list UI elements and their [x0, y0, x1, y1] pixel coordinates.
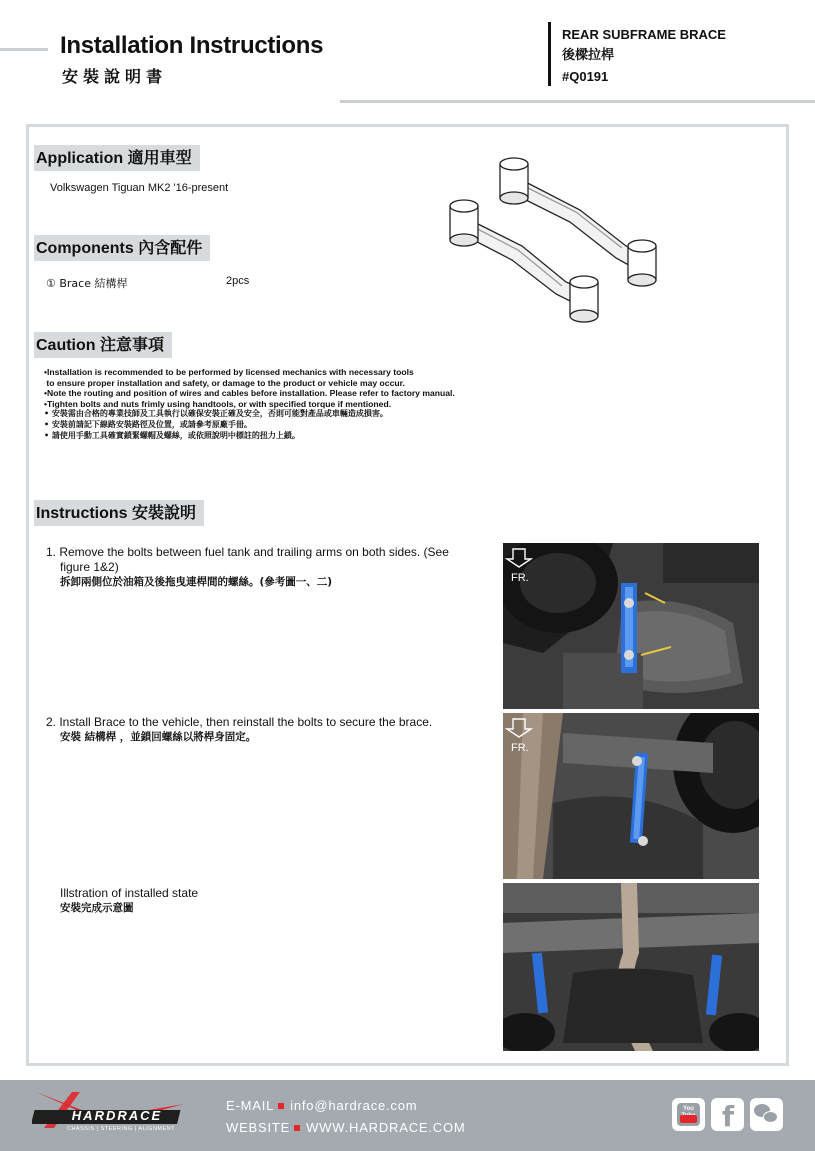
product-info — [562, 24, 726, 87]
caution-line: • 安裝前請記下線路安裝路徑及位置，或請參考原廠手冊。 — [44, 419, 252, 429]
email-label: E-MAIL — [226, 1098, 275, 1113]
application-heading — [34, 145, 200, 171]
step-1 — [46, 545, 496, 590]
figure-2-photo — [503, 713, 759, 879]
step-1-text-zh: 拆卸兩側位於油箱及後拖曳連桿間的螺絲。(參考圖一、二) — [60, 576, 333, 588]
component-item-qty: 2pcs — [226, 275, 250, 287]
brand-wordmark: HARDRACE — [71, 1108, 163, 1123]
brace-illustration — [430, 150, 680, 330]
page-title: Installation Instructions — [60, 32, 324, 59]
illustration-caption — [60, 886, 360, 916]
caution-heading-zh: 注意事項 — [100, 335, 165, 354]
step-1-text: 1. Remove the bolts between fuel tank and trailing arms on both sides. (See — [46, 545, 449, 559]
product-name: REAR SUBFRAME BRACE — [562, 27, 726, 42]
wechat-icon[interactable] — [750, 1098, 783, 1131]
components-heading-zh: 內含配件 — [138, 238, 203, 257]
components-heading — [34, 235, 210, 261]
hardrace-logo — [32, 1088, 192, 1138]
instructions-heading-en: Instructions — [36, 505, 128, 522]
caution-heading-en: Caution — [36, 337, 96, 354]
header-rule-left — [0, 48, 48, 51]
caution-heading — [34, 332, 172, 358]
header-rule-right — [340, 100, 815, 103]
application-heading-zh: 適用車型 — [127, 148, 192, 167]
caution-line: to ensure proper installation and safety, or damage to the product or vehicle may occur. — [44, 377, 405, 388]
youtube-icon[interactable] — [672, 1098, 705, 1131]
figure-3-photo — [503, 883, 759, 1051]
vehicle-fitment: Volkswagen Tiguan MK2 '16-present — [50, 182, 229, 194]
brand-tagline: CHASSIS | STEERING | ALIGNMENT — [66, 1126, 175, 1132]
step-2 — [46, 715, 496, 745]
caution-line: • 請使用手動工具確實鎖緊螺帽及螺絲，或依照說明中標註的扭力上鎖。 — [44, 430, 300, 440]
illustration-caption-en: Illstration of installed state — [60, 886, 199, 900]
illustration-caption-zh: 安裝完成示意圖 — [60, 902, 134, 914]
caution-line: •Installation is recommended to be performed by licensed mechanics with necessary tools — [44, 367, 414, 377]
product-name-zh: 後樑拉桿 — [562, 48, 615, 63]
email-link[interactable]: info@hardrace.com — [290, 1098, 418, 1113]
bullet-icon — [278, 1103, 284, 1109]
figure-1-photo — [503, 543, 759, 709]
figure-1-fr-label: FR. — [511, 572, 529, 584]
header-divider — [548, 22, 551, 86]
instructions-heading — [34, 500, 204, 526]
caution-line: •Tighten bolts and nuts frimly using handtools, or with specified torque if mentioned. — [44, 398, 392, 409]
facebook-icon[interactable]: f — [711, 1098, 744, 1131]
step-2-text: 2. Install Brace to the vehicle, then reinstall the bolts to secure the brace. — [46, 715, 433, 729]
step-1-text-cont: figure 1&2) — [60, 560, 119, 574]
website-link[interactable]: WWW.HARDRACE.COM — [306, 1120, 466, 1135]
website-label: WEBSITE — [226, 1120, 291, 1135]
caution-list — [44, 367, 455, 441]
component-item-label: ① Brace 結構桿 — [46, 277, 128, 290]
figure-2-fr-label: FR. — [511, 742, 529, 754]
application-heading-en: Application — [36, 150, 124, 167]
bullet-icon — [294, 1125, 300, 1131]
part-number: #Q0191 — [562, 69, 609, 84]
step-2-text-zh: 安裝 結構桿 ，並鎖回螺絲以將桿身固定。 — [60, 731, 257, 743]
caution-line: • 安裝需由合格的專業技師及工具執行以確保安裝正確及安全，否則可能對產品或車輛造成損害。 — [44, 409, 388, 419]
youtube-icon-text: You — [683, 1106, 694, 1112]
instructions-heading-zh: 安裝說明 — [132, 503, 197, 522]
footer-email — [226, 1098, 417, 1113]
components-heading-en: Components — [36, 240, 134, 257]
caution-line: •Note the routing and position of wires and cables before installation. Please refer to factory manual. — [44, 388, 455, 399]
page-subtitle: 安裝說明書 — [62, 67, 168, 86]
footer-website — [226, 1120, 466, 1135]
brace-drawing — [430, 150, 680, 330]
